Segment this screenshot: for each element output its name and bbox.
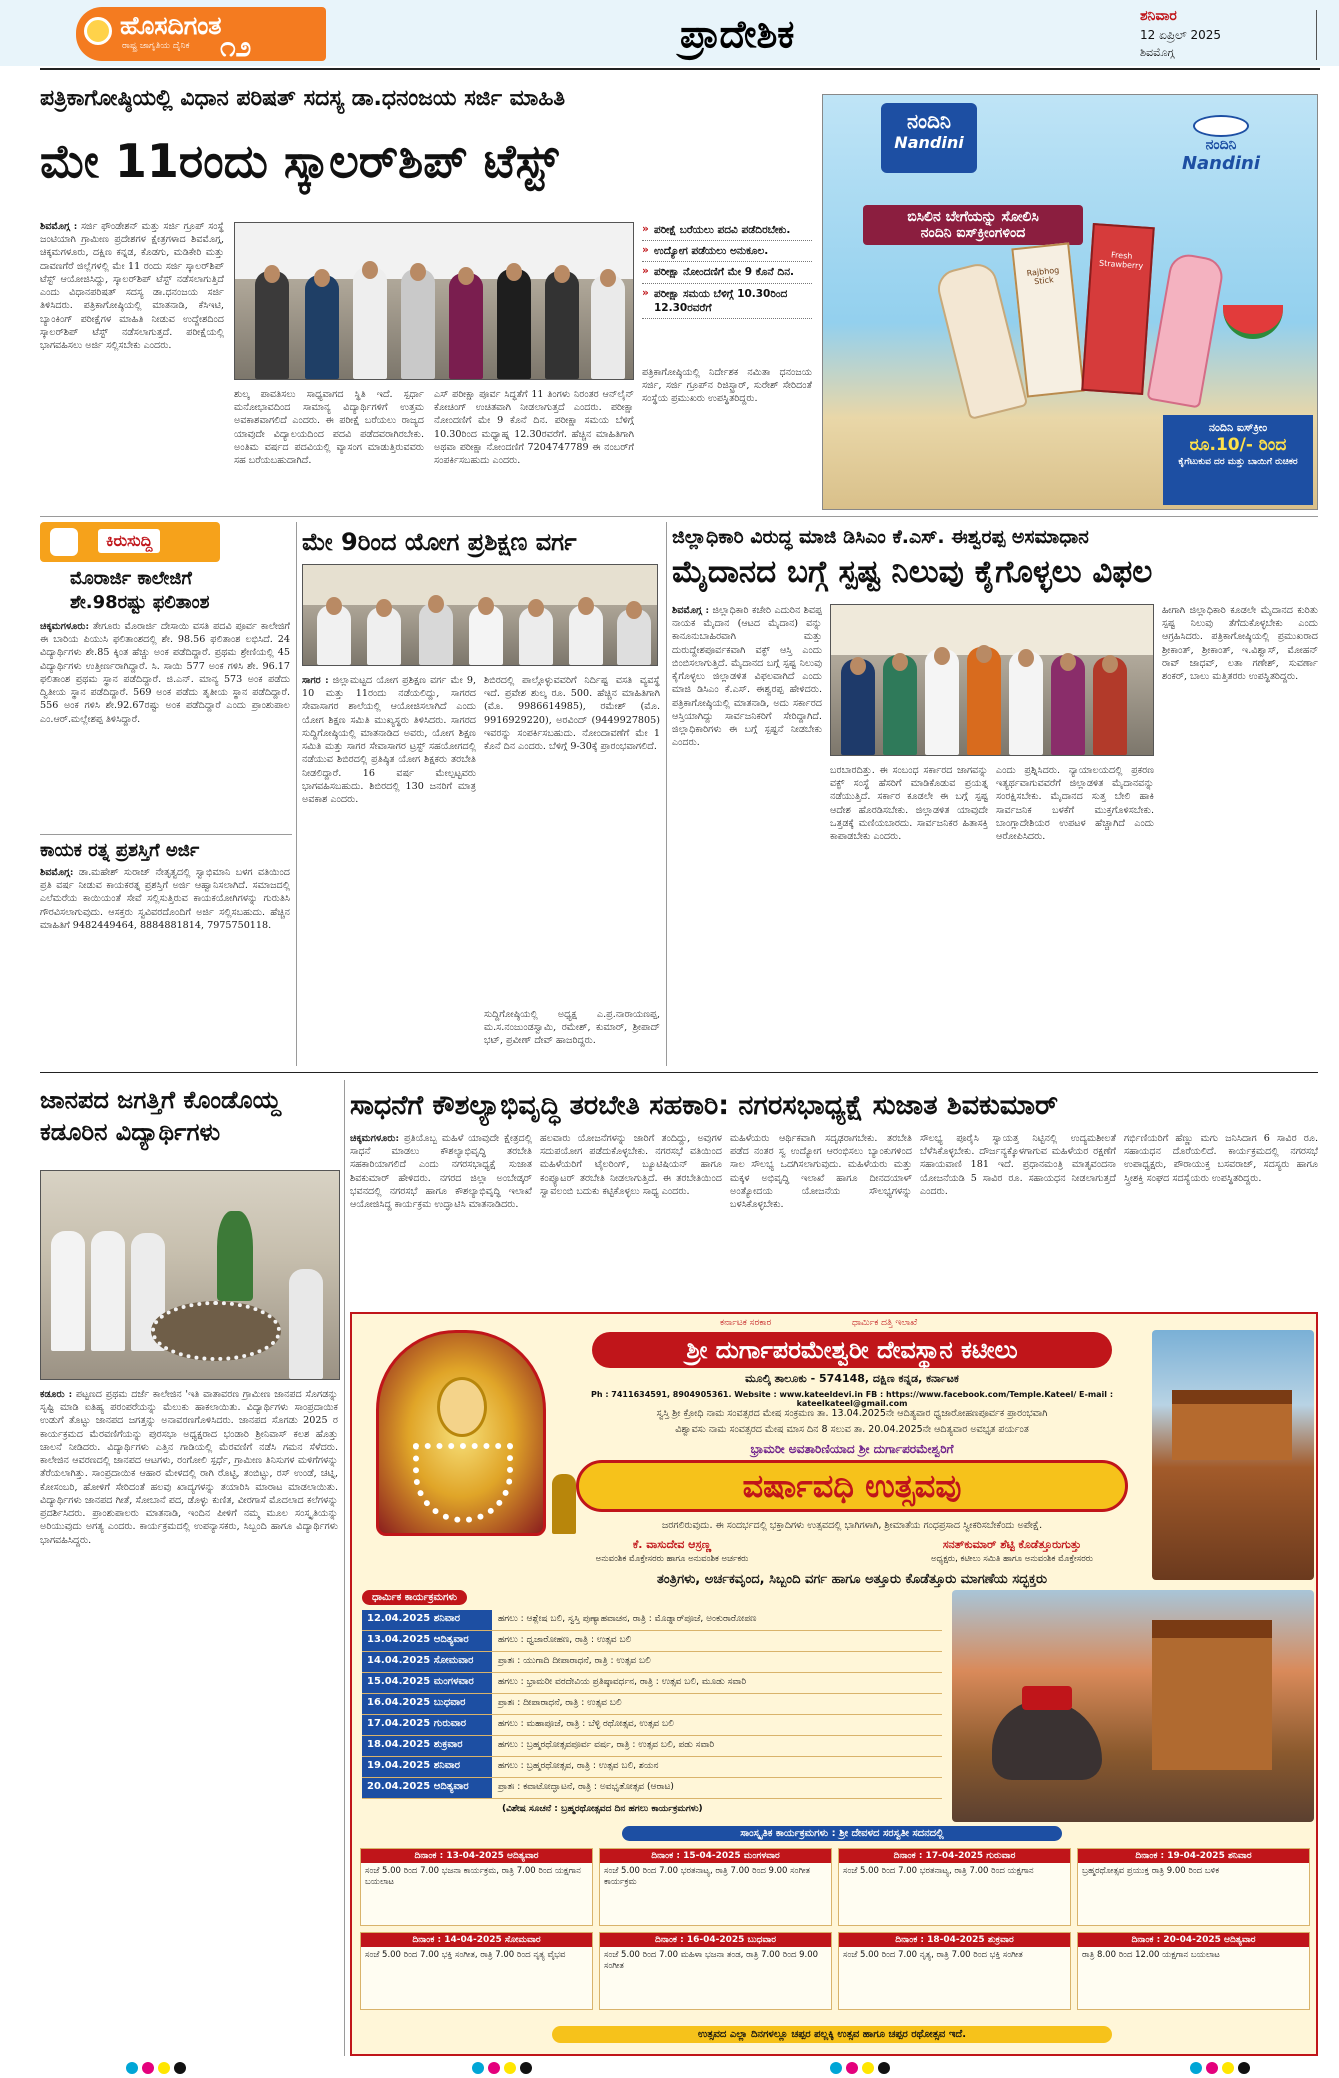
cultural-grid: [360, 1848, 1310, 2010]
registration-mark: [520, 2062, 532, 2074]
eshwarappa-photo: [830, 604, 1154, 756]
highlight-item: » ಪರೀಕ್ಷೆ ಬರೆಯಲು ಪದವಿ ಪಡೆದಿರಬೇಕು.: [642, 220, 812, 241]
lead-col-3: ಎಸ್ ಪರೀಕ್ಷಾ ಪೂರ್ವ ಸಿದ್ಧತೆಗೆ 11 ತಿಂಗಳು ನಿರಂತರ ಆನ್‌ಲೈನ್ ಕೋಚಿಂಗ್ ಉಚಿತವಾಗಿ ನೀಡಲಾಗುತ್ತದೆ ಎಂದರು. ಪರೀಕ್ಷಾ ನೋಂದಣಿಗೆ ಮೇ 9 ಕೊನೆ ದಿನ. ಪರೀಕ್ಷಾ ಸಮಯ ಬೆಳಿಗ್ಗೆ 10.30ರಿಂದ ಮಧ್ಯಾಹ್ನ 12.30ರವರೆಗೆ. ಹೆಚ್ಚಿನ ಮಾಹಿತಿಗಾಗಿ ಅಥವಾ ಪರೀಕ್ಷಾ ನೋಂದಣಿಗೆ 7204747789 ಈ ನಂಬರ್‌ಗೆ ಸಂಪರ್ಕಿಸಬಹುದು ಎಂದರು.: [434, 389, 634, 467]
temple-address: ಮೂಲ್ಕಿ ತಾಲೂಕು - 574148, ದಕ್ಷಿಣ ಕನ್ನಡ, ಕರ್ನಾಟಕ: [745, 1372, 959, 1385]
yoga-dateline: ಸಾಗರ :: [302, 675, 329, 686]
product-name-2: Fresh Strawberry: [1098, 250, 1144, 271]
product-name-1: Rajbhog Stick: [1026, 265, 1060, 287]
temple-contact: Ph : 7411634591, 8904905361. Website : www.kateeldevi.in FB : https://www.facebook.com/Temple.Kateel/ E-mail : kateelkateel@gmail.com: [590, 1390, 1114, 1408]
sun-icon: [84, 17, 112, 45]
cultural-day-title: ದಿನಾಂಕ : 20-04-2025 ಆದಿತ್ಯವಾರ: [1078, 1933, 1309, 1947]
temple-invite: ಜರಗಲಿರುವುದು. ಈ ಸಂದರ್ಭದಲ್ಲಿ ಭಕ್ತಾದಿಗಳು ಉತ್ಸವದಲ್ಲಿ ಭಾಗಿಗಳಾಗಿ, ಶ್ರೀಮಾತೆಯ ಗಂಧಪ್ರಸಾದ ಸ್ವೀಕರಿಸಬೇಕೆಂದು ಅಪೇಕ್ಷೆ.: [661, 1520, 1043, 1531]
temple-intro-1: ಸ್ವಸ್ತಿ ಶ್ರೀ ಕ್ರೋಧಿ ನಾಮ ಸಂವತ್ಸರದ ಮೇಷ ಸಂಕ್ರಮಣ ತಾ. 13.04.2025ನೇ ಆದಿತ್ಯವಾರ ಧ್ವಜಾರೋಹಣಪೂರ್ವಕ ಪ್ರಾರಂಭವಾಗಿ: [656, 1408, 1048, 1419]
registration-mark: [846, 2062, 858, 2074]
janapada-body: [40, 1388, 338, 2054]
schedule-date: 16.04.2025 ಬುಧವಾರ: [362, 1694, 492, 1714]
cultural-day-title: ದಿನಾಂಕ : 17-04-2025 ಗುರುವಾರ: [839, 1849, 1070, 1863]
ice-cream-box-1: [1011, 242, 1084, 397]
cultural-day-title: ದಿನಾಂಕ : 14-04-2025 ಸೋಮವಾರ: [361, 1933, 592, 1947]
nandini-cow-icon: [1193, 115, 1249, 137]
schedule-row: [362, 1673, 942, 1694]
cultural-day-title: ದಿನಾಂಕ : 13-04-2025 ಆದಿತ್ಯವಾರ: [361, 1849, 592, 1863]
janapada-photo: [40, 1170, 340, 1380]
skill-dateline: ಚಿಕ್ಕಮಗಳೂರು:: [350, 1133, 399, 1144]
rangoli-icon: [151, 1301, 281, 1361]
schedule-date: 17.04.2025 ಗುರುವಾರ: [362, 1715, 492, 1735]
nandini-brand-kn-2: ನಂದಿನಿ: [1205, 137, 1237, 153]
schedule-event: ಪ್ರಾತಃ : ದೀಪಾರಾಧನೆ, ರಾತ್ರಿ : ಉತ್ಸವ ಬಲಿ: [498, 1698, 622, 1708]
nandini-slogan-2: ನಂದಿನಿ ಐಸ್‌ಕ್ರೀಂಗಳಿಂದ: [920, 225, 1026, 241]
cultural-day-title: ದಿನಾಂಕ : 19-04-2025 ಶನಿವಾರ: [1078, 1849, 1309, 1863]
price-line-1: ನಂದಿನಿ ಐಸ್‌ಕ್ರೀಂ: [1208, 421, 1268, 434]
nandini-ad: [822, 94, 1318, 510]
schedule-event: ಹಗಲು : ಬ್ರಹ್ಮರಥೋತ್ಸವಪೂರ್ವ ವರ್ಷ, ರಾತ್ರಿ : ಉತ್ಸವ ಬಲಿ, ಪಡು ಸವಾರಿ: [498, 1740, 715, 1750]
schedule-row: [362, 1652, 942, 1673]
skill-col-1: [350, 1132, 532, 1304]
page-number: ೧೨: [220, 30, 252, 63]
registration-mark: [126, 2062, 138, 2074]
schedule-event: ಹಗಲು : ಆಶ್ಲೇಷ ಬಲಿ, ಸ್ವಸ್ತಿ ಪುಣ್ಯಾಹವಾಚನ, ರಾತ್ರಿ : ಮೊಡ್ನಾರ್‌ಪೂಜೆ, ಅಂಕುರಾರೋಪಣ: [498, 1614, 757, 1624]
highlight-item: » ಪರೀಕ್ಷಾ ಸಮಯ ಬೆಳಿಗ್ಗೆ 10.30ರಿಂದ 12.30ರವರೆಗೆ: [642, 284, 812, 319]
plantain-decor: [217, 1211, 253, 1301]
issue-city: ಶಿವಮೊಗ್ಗ: [1140, 46, 1175, 59]
paper-name: ಹೊಸದಿಗಂತ: [120, 11, 222, 40]
lead-highlights: [642, 220, 812, 319]
kirusuddi-label: ಕಿರುಸುದ್ದಿ: [98, 529, 160, 553]
registration-mark: [830, 2062, 842, 2074]
temple-staff-line: ತಂತ್ರಿಗಳು, ಅರ್ಚಕವೃಂದ, ಸಿಬ್ಬಂದಿ ವರ್ಗ ಹಾಗೂ ಅತ್ತೂರು ಕೊಡೆತ್ತೂರು ಮಾಗಣೆಯ ಸದ್ಭಕ್ತರು: [657, 1572, 1047, 1587]
cultural-day-card: [599, 1848, 832, 1926]
elephant-icon: [992, 1700, 1102, 1780]
schedule-event: ಪ್ರಾತಃ : ಕವಾಟೋದ್ಘಾಟನೆ, ರಾತ್ರಿ : ಅವಭೃತೋತ್ಸವ (ಆರಾಟ): [498, 1782, 674, 1792]
cultural-day-card: [838, 1932, 1071, 2010]
nandini-logo-left: [881, 103, 977, 173]
temple-title: ಶ್ರೀ ದುರ್ಗಾಪರಮೇಶ್ವರೀ ದೇವಸ್ಥಾನ ಕಟೀಲು: [592, 1332, 1112, 1368]
cultural-label: ಸಾಂಸ್ಕೃತಿಕ ಕಾರ್ಯಕ್ರಮಗಳು : ಶ್ರೀ ದೇವಳದ ಸರಸ್ವತೀ ಸದನದಲ್ಲಿ: [622, 1826, 1062, 1841]
trustee-2-role: ಅಧ್ಯಕ್ಷರು, ಕಟೀಲು ಸಮಿತಿ ಹಾಗೂ ಅನುವಂಶಿಕ ಮೊಕ್ತೇಸರರು: [931, 1554, 1093, 1564]
kiru-story1-head-2: ಶೇ.98ರಷ್ಟು ಫಲಿತಾಂಶ: [70, 592, 210, 613]
registration-mark: [504, 2062, 516, 2074]
schedule-event: ಪ್ರಾತಃ : ಯುಗಾದಿ ದೀಪಾರಾಧನೆ, ರಾತ್ರಿ : ಉತ್ಸವ ಬಲಿ: [498, 1656, 651, 1666]
nandini-price-badge: [1163, 415, 1313, 505]
schedule-row: [362, 1715, 942, 1736]
skill-col-4: ಸೌಲಭ್ಯ ಪೂರೈಸಿ ಸ್ವಾಯತ್ತ ನಿಟ್ಟಿನಲ್ಲಿ ಉದ್ಯಮಶೀಲತೆ ಬೆಳೆಸಿಕೊಳ್ಳಬೇಕು. ದೌರ್ಜನ್ಯಕ್ಕೊಳಗಾಗುವ ಮಹಿಳೆಯರ ರಕ್ಷಣೆಗೆ ಸಹಾಯವಾಣಿ 181 ಇದೆ. ಪ್ರಧಾನಮಂತ್ರಿ ಮಾತೃವಂದನಾ ಯೋಜನೆಯಡಿ 5 ಸಾವಿರ ರೂ. ಸಹಾಯಧನ ನೀಡಲಾಗುತ್ತದೆ ಎಂದರು.: [920, 1133, 1116, 1197]
janapada-dateline: ಕಡೂರು :: [40, 1389, 73, 1400]
lead-col-2: ಶುಲ್ಕ ಪಾವತಿಸಲು ಸಾಧ್ಯವಾಗದ ಸ್ಥಿತಿ ಇದೆ. ಸ್ಪರ್ಧಾ ಮನೋಭಾವದಿಂದ ಸಾಮಾನ್ಯ ವಿದ್ಯಾರ್ಥಿಗಳಿಗೆ ಉತ್ತಮ ಅವಕಾಶವಾಗಲಿದೆ ಎಂದರು. ಈ ಪರೀಕ್ಷೆ ಬರೆಯಲು ರಾಜ್ಯದ ಯಾವುದೇ ವಿದ್ಯಾಲಯದಿಂದ ಪದವಿ ಪಡೆದವರಾಗಿರಬೇಕು. ಅಂತಿಮ ವರ್ಷದ ಪದವಿಯಲ್ಲಿ ವ್ಯಾಸಂಗ ಮಾಡುತ್ತಿರುವವರು ಸಹ ಬರೆಯಬಹುದಾಗಿದೆ.: [234, 389, 424, 467]
schedule-event: ಹಗಲು : ಭ್ರಾಮರೀ ವರದೇವಿಯ ಪ್ರತಿಷ್ಠಾವರ್ಧನ, ರಾತ್ರಿ : ಉತ್ಸವ ಬಲಿ, ಮೂಡು ಸವಾರಿ: [498, 1677, 747, 1687]
registration-mark: [158, 2062, 170, 2074]
skill-headline: ಸಾಧನೆಗೆ ಕೌಶಲ್ಯಾಭಿವೃದ್ಧಿ ತರಬೇತಿ ಸಹಕಾರಿ: ನಗರಸಭಾಧ್ಯಕ್ಷೆ ಸುಜಾತ ಶಿವಕುಮಾರ್: [350, 1090, 1059, 1121]
schedule-event: ಹಗಲು : ಮಹಾಪೂಜೆ, ರಾತ್ರಿ : ಬೆಳ್ಳಿ ರಥೋತ್ಸವ, ಉತ್ಸವ ಬಲಿ: [498, 1719, 674, 1729]
schedule-date: 13.04.2025 ಆದಿತ್ಯವಾರ: [362, 1631, 492, 1651]
kiru-story2-text: ಡಾ.ಮಹೇಶ್ ಸುರಾಜ್ ನೇತೃತ್ವದಲ್ಲಿ ಸ್ವಾಭಿಮಾನಿ ಬಳಗ ವತಿಯಿಂದ ಪ್ರತಿ ವರ್ಷ ನೀಡುವ ಕಾಯಕರತ್ನ ಪ್ರಶಸ್ತಿಗೆ ಅರ್ಜಿ ಆಹ್ವಾನಿಸಲಾಗಿದೆ. ಸಮಾಜದಲ್ಲಿ ಎಲೆಮರೆಯ ಕಾಯಿಯಂತೆ ಸೇವೆ ಸಲ್ಲಿಸುತ್ತಿರುವ ಕಾಯಕಯೋಗಿಗಳನ್ನು ಗುರುತಿಸಿ ಗೌರವಿಸಲಾಗುವುದು. ಆಸಕ್ತರು ಸ್ವವಿವರದೊಂದಿಗೆ ಅರ್ಜಿ ಸಲ್ಲಿಸಬಹುದು. ಹೆಚ್ಚಿನ ಮಾಹಿತಿಗೆ 9482449464, 8884881814, 7975750118.: [40, 867, 290, 931]
schedule-date: 18.04.2025 ಶುಕ್ರವಾರ: [362, 1736, 492, 1756]
cultural-day-text: ಬ್ರಹ್ಮರಥೋತ್ಸವ ಪ್ರಯುಕ್ತ ರಾತ್ರಿ 9.00 ರಿಂದ ಬಳಿಕ: [1082, 1866, 1220, 1876]
registration-mark: [174, 2062, 186, 2074]
lamp-icon: [552, 1474, 576, 1534]
cultural-day-card: [1077, 1848, 1310, 1926]
registration-mark: [488, 2062, 500, 2074]
janapada-headline-1: ಜಾನಪದ ಜಗತ್ತಿಗೆ ಕೊಂಡೊಯ್ದ: [40, 1086, 281, 1114]
schedule-date: 12.04.2025 ಶನಿವಾರ: [362, 1610, 492, 1630]
kiru-story2-body: [40, 866, 290, 1062]
janapada-text: ಪಟ್ಟಣದ ಪ್ರಥಮ ದರ್ಜೆ ಕಾಲೇಜಿನ 'ಇತಿ ವಾತಾವರಣ ಗ್ರಾಮೀಣ ಜಾನಪದ ಸೊಗಡನ್ನು ಸೃಷ್ಟಿ ಮಾಡಿ ಐತಿಹ್ಯ ಪರಂಪರೆಯನ್ನು ಮೆಲುಕು ಹಾಕಲಾಯಿತು. ವಿದ್ಯಾರ್ಥಿಗಳು ಸಾಂಪ್ರದಾಯಿಕ ಉಡುಗೆ ತೊಟ್ಟು ಜಾನಪದ ಜಗತ್ತನ್ನು ಅನಾವರಣಗೊಳಿಸಿದರು. ಜಾನಪದ ಸೊಗಡು 2025 ರ ಕಾರ್ಯಕ್ರಮದ ಮೆರವಣಿಗೆಯನ್ನು ಪುರಸಭಾ ಅಧ್ಯಕ್ಷರಾದ ಭಂಡಾರಿ ಶ್ರೀನಿವಾಸ್ ಕಲಶ ಹೊತ್ತು ಚಾಲನೆ ನೀಡಿದರು. ವಿದ್ಯಾರ್ಥಿಗಳು ಎತ್ತಿನ ಗಾಡಿಯಲ್ಲಿ ಮೆರವಣಿಗೆ ನಡೆಸಿ ಗಮನ ಸೆಳೆದರು. ಕಾಲೇಜಿನ ಆವರಣದಲ್ಲಿ ಜಾನಪದ ಆಟಗಳು, ರಂಗೋಲಿ ಸ್ಪರ್ಧೆ, ಗ್ರಾಮೀಣ ತಿನಿಸುಗಳ ಮಳಿಗೆಗಳನ್ನು ತೆರೆಯಲಾಗಿತ್ತು. ಸಾಂಪ್ರದಾಯಿಕ ಆಹಾರ ಮೇಳದಲ್ಲಿ ರಾಗಿ ರೊಟ್ಟಿ, ತಂಬಿಟ್ಟು, ರಸ್ ಉಂಡೆ, ಚಟ್ನಿ, ಕೋಸಂಬರಿ, ಹೋಳಿಗೆ ಸೇರಿದಂತೆ ಹಲವು ಖಾದ್ಯಗಳನ್ನು ತಯಾರಿಸಿ ಮಾರಾಟ ಮಾಡಲಾಯಿತು. ವಿದ್ಯಾರ್ಥಿಗಳು ಜಾನಪದ ಗೀತೆ, ಸೋಬಾನೆ ಪದ, ಡೊಳ್ಳು ಕುಣಿತ, ವೀರಗಾಸೆ ಮೊದಲಾದ ಕಲೆಗಳನ್ನು ಪ್ರದರ್ಶಿಸಿದರು. ಪ್ರಾಂಶುಪಾಲರು ಮಾತನಾಡಿ, ಇಂದಿನ ಪೀಳಿಗೆ ನಮ್ಮ ಮೂಲ ಸಂಸ್ಕೃತಿಯನ್ನು ಅರಿಯುವುದು ಅಗತ್ಯ ಎಂದರು. ಕಾರ್ಯಕ್ರಮದಲ್ಲಿ ಉಪನ್ಯಾಸಕರು, ಸಿಬ್ಬಂದಿ ಹಾಗೂ ವಿದ್ಯಾರ್ಥಿಗಳು ಭಾಗವಹಿಸಿದ್ದರು.: [40, 1389, 338, 1546]
ice-cream-2: [1146, 251, 1225, 408]
eshwarappa-col-1: [672, 604, 822, 1064]
nandini-brand-en: Nandini: [894, 133, 964, 152]
festival-banner-text: ವರ್ಷಾವಧಿ ಉತ್ಸವವು: [742, 1467, 962, 1505]
registration-mark: [1222, 2062, 1234, 2074]
cultural-day-text: ಸಂಜೆ 5.00 ರಿಂದ 7.00 ಭರತನಾಟ್ಯ, ರಾತ್ರಿ 7.00 ರಿಂದ ಯಕ್ಷಗಾನ: [843, 1866, 1034, 1876]
watermelon-icon: [1223, 305, 1283, 339]
cultural-day-text: ಸಂಜೆ 5.00 ರಿಂದ 7.00 ನೃತ್ಯ, ರಾತ್ರಿ 7.00 ರಿಂದ ಭಕ್ತಿ ಸಂಗೀತ: [843, 1950, 1023, 1960]
yoga-col-1-text: ಜಿಲ್ಲಾಮಟ್ಟದ ಯೋಗ ಪ್ರಶಿಕ್ಷಣ ವರ್ಗ ಮೇ 9, 10 ಮತ್ತು 11ರಂದು ನಡೆಯಲಿದ್ದು, ಸಾಗರದ ಸೇವಾಸಾಗರ ಶಾಲೆಯಲ್ಲಿ ಆಯೋಜಿಸಲಾಗಿದೆ ಎಂದು ಯೋಗ ಶಿಕ್ಷಣ ಸಮಿತಿ ಮುಖ್ಯಸ್ಥರು ತಿಳಿಸಿದರು. ಸಾಗರದ ಸುದ್ದಿಗೋಷ್ಠಿಯಲ್ಲಿ ಮಾತನಾಡಿದ ಅವರು, ಯೋಗ ಶಿಕ್ಷಣ ಸಮಿತಿ ಮತ್ತು ಸಾಗರ ಸೇವಾಸಾಗರ ಟ್ರಸ್ಟ್ ಸಹಯೋಗದಲ್ಲಿ ನಡೆಯುವ ಶಿಬಿರದಲ್ಲಿ ಪ್ರತಿಷ್ಠಿತ ಯೋಗ ಶಿಕ್ಷಕರು ತರಬೇತಿ ನೀಡಲಿದ್ದಾರೆ. 16 ವರ್ಷ ಮೇಲ್ಪಟ್ಟವರು ಭಾಗವಹಿಸಬಹುದು. ಶಿಬಿರದಲ್ಲಿ 130 ಜನರಿಗೆ ಮಾತ್ರ ಅವಕಾಶ ಎಂದರು.: [302, 675, 476, 806]
kiru-story1-body: [40, 620, 290, 830]
highlight-item: » ಉದ್ಯೋಗ ಪಡೆಯಲು ಅನುಕೂಲ.: [642, 241, 812, 262]
schedule-date: 15.04.2025 ಮಂಗಳವಾರ: [362, 1673, 492, 1693]
eshwarappa-kicker: ಜಿಲ್ಲಾಧಿಕಾರಿ ವಿರುದ್ಧ ಮಾಜಿ ಡಿಸಿಎಂ ಕೆ.ಎಸ್. ಈಶ್ವರಪ್ಪ ಅಸಮಾಧಾನ: [672, 526, 1089, 548]
registration-mark: [142, 2062, 154, 2074]
eshwarappa-dateline: ಶಿವಮೊಗ್ಗ :: [672, 605, 710, 616]
nandini-brand-kn: ನಂದಿನಿ: [906, 109, 952, 133]
nandini-slogan: [863, 205, 1083, 245]
issue-day: ಶನಿವಾರ: [1140, 8, 1177, 24]
trustee-2-name: ಸನತ್‌ಕುಮಾರ್ ಶೆಟ್ಟಿ ಕೊಡೆತ್ತೂರುಗುತ್ತು: [942, 1538, 1082, 1551]
temple-intro-2: ವಿಶ್ವಾವಸು ನಾಮ ಸಂವತ್ಸರದ ಮೇಷ ಮಾಸ ದಿನ 8 ಸಲುವ ತಾ. 20.04.2025ನೇ ಆದಿತ್ಯವಾರ ಅವಭೃತ ಪರ್ಯಂತ: [675, 1424, 1029, 1435]
eshwarappa-col-4: ಹೀಗಾಗಿ ಜಿಲ್ಲಾಧಿಕಾರಿ ಕೂಡಲೇ ಮೈದಾನದ ಕುರಿತು ಸ್ಪಷ್ಟ ನಿಲುವು ತೆಗೆದುಕೊಳ್ಳಬೇಕು ಎಂದು ಆಗ್ರಹಿಸಿದರು. ಪತ್ರಿಕಾಗೋಷ್ಠಿಯಲ್ಲಿ ಪ್ರಮುಖರಾದ ಶ್ರೀಕಾಂತ್, ಶ್ರೀಕಾಂತ್, ಇ.ವಿಶ್ವಾಸ್, ಮೋಹನ್ ರಾವ್ ಜಾಧವ್, ಲತಾ ಗಣೇಶ್, ಸುವರ್ಣಾ ಶಂಕರ್, ಬಾಲು ಮತ್ತಿತರರು ಉಪಸ್ಥಿತರಿದ್ದರು.: [1162, 605, 1318, 683]
cultural-day-text: ಸಂಜೆ 5.00 ರಿಂದ 7.00 ಭರತನಾಟ್ಯ, ರಾತ್ರಿ 7.00 ರಿಂದ 9.00 ಸಂಗೀತ ಕಾರ್ಯಕ್ರಮ: [604, 1866, 811, 1888]
cultural-day-card: [360, 1932, 593, 2010]
registration-mark: [1238, 2062, 1250, 2074]
schedule-date: 19.04.2025 ಶನಿವಾರ: [362, 1757, 492, 1777]
cultural-day-card: [1077, 1932, 1310, 2010]
ice-cream-box-2: [1081, 223, 1155, 395]
schedule-event: ಹಗಲು : ಬ್ರಹ್ಮರಥೋತ್ಸವ, ರಾತ್ರಿ : ಉತ್ಸವ ಬಲಿ, ಶಯನ: [498, 1761, 659, 1771]
kirusuddi-tag: [40, 522, 220, 562]
program-label: ಧಾರ್ಮಿಕ ಕಾರ್ಯಕ್ರಮಗಳು: [362, 1590, 467, 1605]
lead-col-1: [40, 220, 224, 510]
kiru-story1-text: ತೇಗೂರು ಮೊರಾರ್ಜಿ ದೇಸಾಯಿ ವಸತಿ ಪದವಿ ಪೂರ್ವ ಕಾಲೇಜಿಗೆ ಈ ಬಾರಿಯ ಪಿಯುಸಿ ಫಲಿತಾಂಶದಲ್ಲಿ ಶೇ. 98.56 ಫಲಿತಾಂಶ ಲಭಿಸಿದೆ. 24 ವಿದ್ಯಾರ್ಥಿಗಳು ಶೇ.85 ಕ್ಕಿಂತ ಹೆಚ್ಚು ಅಂಕ ಪಡೆದಿದ್ದಾರೆ. ಪ್ರಥಮ ಶ್ರೇಣಿಯಲ್ಲಿ 45 ವಿದ್ಯಾರ್ಥಿಗಳು ಉತ್ತೀರ್ಣರಾಗಿದ್ದಾರೆ. ಸಿ. ಸಾಯಿ 577 ಅಂಕ ಗಳಿಸಿ ಶೇ. 96.17 ಫಲಿತಾಂಶ ಪ್ರಥಮ ಸ್ಥಾನ ಪಡೆದಿದ್ದಾರೆ. ಜಿ.ಎನ್. ಮಾನ್ಯ 573 ಅಂಕ ಪಡೆದು ದ್ವಿತೀಯ ಸ್ಥಾನ ಪಡೆದಿದ್ದಾರೆ. 569 ಅಂಕ ಪಡೆದು ತೃತೀಯ ಸ್ಥಾನ ಪಡೆದಿದ್ದಾರೆ. 556 ಅಂಕ ಗಳಿಸಿ ಶೇ.92.67ರಷ್ಟು ಅಂಕ ಪಡೆದಿದ್ದಾರೆ ಎಂದು ಪ್ರಾಂಶುಪಾಲ ಎಂ.ಆರ್.ಮಲ್ಲೇಶಪ್ಪ ತಿಳಿಸಿದ್ದಾರೆ.: [40, 621, 290, 725]
trustee-1-name: ಕೆ. ವಾಸುದೇವ ಆಸ್ರಣ್ಣ: [632, 1538, 712, 1551]
cultural-day-text: ಸಂಜೆ 5.00 ರಿಂದ 7.00 ಮಹಿಳಾ ಭಜನಾ ತಂಡ, ರಾತ್ರಿ 7.00 ರಿಂದ 9.00 ಸಂಗೀತ: [604, 1950, 819, 1972]
temple-photo: [1152, 1330, 1314, 1580]
festival-banner: [576, 1460, 1128, 1512]
kiru-story2-dateline: ಶಿವಮೊಗ್ಗ:: [40, 867, 74, 878]
schedule-row: [362, 1736, 942, 1757]
cultural-day-text: ಸಂಜೆ 5.00 ರಿಂದ 7.00 ಭಜನಾ ಕಾರ್ಯಕ್ರಮ, ರಾತ್ರಿ 7.00 ರಿಂದ ಯಕ್ಷಗಾನ ಬಯಲಾಟ: [365, 1866, 581, 1888]
schedule-event: ಹಗಲು : ಧ್ವಜಾರೋಹಣ, ರಾತ್ರಿ : ಉತ್ಸವ ಬಲಿ: [498, 1635, 632, 1645]
schedule-row: [362, 1694, 942, 1715]
deity-face-icon: [437, 1377, 487, 1437]
skill-col-5: ಗರ್ಭಿಣಿಯರಿಗೆ ಹೆಣ್ಣು ಮಗು ಜನಿಸಿದಾಗ 6 ಸಾವಿರ ರೂ. ಸಹಾಯಧನ ದೊರೆಯಲಿದೆ. ಕಾರ್ಯಕ್ರಮದಲ್ಲಿ ನಗರಸಭೆ ಉಪಾಧ್ಯಕ್ಷರು, ಪೌರಾಯುಕ್ತ ಬಸವರಾಜ್, ಸದಸ್ಯರು ಹಾಗೂ ಸ್ತ್ರೀಶಕ್ತಿ ಸಂಘದ ಸದಸ್ಯೆಯರು ಉಪಸ್ಥಿತರಿದ್ದರು.: [1124, 1133, 1318, 1184]
yoga-col-2: ಶಿಬಿರದಲ್ಲಿ ಪಾಲ್ಗೊಳ್ಳುವವರಿಗೆ ನಿರ್ದಿಷ್ಟ ವಸತಿ ವ್ಯವಸ್ಥೆ ಇದೆ. ಪ್ರವೇಶ ಶುಲ್ಕ ರೂ. 500. ಹೆಚ್ಚಿನ ಮಾಹಿತಿಗಾಗಿ (ಮೊ. 9986614985), ರಮೇಶ್ (ಮೊ. 9916929220), ಅರವಿಂದ್ (9449927805) ಇವರನ್ನು ಸಂಪರ್ಕಿಸಬಹುದು. ನೋಂದಾವಣೆಗೆ ಮೇ 1 ಕೊನೆ ದಿನ ಎಂದರು. ಬೆಳಿಗ್ಗೆ 9-30ಕ್ಕೆ ಪ್ರಾರಂಭವಾಗಲಿದೆ.: [484, 675, 660, 753]
deity-image: [376, 1330, 546, 1536]
yoga-photo: [302, 564, 658, 666]
nandini-slogan-1: ಬಿಸಿಲಿನ ಬೇಗೆಯನ್ನು ಸೋಲಿಸಿ: [907, 209, 1039, 225]
masthead: [0, 0, 1339, 66]
cultural-day-card: [599, 1932, 832, 2010]
cultural-day-title: ದಿನಾಂಕ : 15-04-2025 ಮಂಗಳವಾರ: [600, 1849, 831, 1863]
lead-dateline: ಶಿವಮೊಗ್ಗ :: [40, 221, 78, 232]
registration-mark: [862, 2062, 874, 2074]
kiru-story2-head: ಕಾಯಕ ರತ್ನ ಪ್ರಶಸ್ತಿಗೆ ಅರ್ಜಿ: [40, 840, 200, 861]
schedule-row: [362, 1610, 942, 1631]
lead-photo: [234, 222, 634, 380]
lead-headline: ಮೇ 11ರಂದು ಸ್ಕಾಲರ್‌ಶಿಪ್ ಟೆಸ್ಟ್: [40, 134, 559, 188]
schedule-row: [362, 1631, 942, 1652]
cultural-day-title: ದಿನಾಂಕ : 16-04-2025 ಬುಧವಾರ: [600, 1933, 831, 1947]
registration-mark: [1190, 2062, 1202, 2074]
paper-logo: [76, 7, 326, 61]
nandini-brand-en-2: Nandini: [1181, 153, 1261, 174]
cultural-day-card: [838, 1848, 1071, 1926]
eshwarappa-col-2: ಬರಬಾರದಿತ್ತು. ಈ ಸಂಬಂಧ ಸರ್ಕಾರದ ಜಾಗವನ್ನು ವಕ್ಫ್ ಸಂಸ್ಥೆ ಹೆಸರಿಗೆ ಮಾಡಿಕೊಡುವ ಪ್ರಯತ್ನ ನಡೆಯುತ್ತಿದೆ. ಸರ್ಕಾರ ಕೂಡಲೇ ಈ ಬಗ್ಗೆ ಸ್ಪಷ್ಟ ಆದೇಶ ಹೊರಡಿಸಬೇಕು. ಜಿಲ್ಲಾಡಳಿತ ಯಾವುದೇ ಒತ್ತಡಕ್ಕೆ ಮಣಿಯಬಾರದು. ಸಾರ್ವಜನಿಕರ ಹಿತಾಸಕ್ತಿ ಕಾಪಾಡಬೇಕು ಎಂದರು.: [830, 765, 988, 843]
price-line-2: ರೂ.10/- ರಿಂದ: [1189, 435, 1287, 455]
skill-col-2: ಹಲವಾರು ಯೋಜನೆಗಳನ್ನು ಜಾರಿಗೆ ತಂದಿದ್ದು, ಅವುಗಳ ಸದುಪಯೋಗ ಪಡೆದುಕೊಳ್ಳಬೇಕು. ನಗರಸಭೆ ವತಿಯಿಂದ ಮಹಿಳೆಯರಿಗೆ ಟೈಲರಿಂಗ್, ಬ್ಯೂಟಿಷಿಯನ್ ಹಾಗೂ ಕಂಪ್ಯೂಟರ್ ತರಬೇತಿ ನೀಡಲಾಗುತ್ತಿದೆ. ಈ ತರಬೇತಿಯಿಂದ ಸ್ವಾವಲಂಬಿ ಬದುಕು ಕಟ್ಟಿಕೊಳ್ಳಲು ಸಾಧ್ಯ ಎಂದರು.: [540, 1133, 722, 1197]
schedule-footnote: (ವಿಶೇಷ ಸೂಚನೆ : ಬ್ರಹ್ಮರಥೋತ್ಸವದ ದಿನ ಹಗಲು ಕಾರ್ಯಕ್ರಮಗಳು): [502, 1804, 703, 1814]
kiru-story1-head-1: ಮೊರಾರ್ಜಿ ಕಾಲೇಜಿಗೆ: [70, 568, 192, 589]
yoga-headline: ಮೇ 9ರಿಂದ ಯೋಗ ಪ್ರಶಿಕ್ಷಣ ವರ್ಗ: [302, 528, 577, 556]
masthead-divider: [1316, 10, 1317, 60]
temple-ad-top-left: ಕರ್ನಾಟಕ ಸರಕಾರ: [720, 1318, 772, 1328]
temple-ad: [350, 1312, 1318, 2056]
yoga-col-1: [302, 674, 476, 1064]
procession-photo: [952, 1590, 1314, 1822]
kiru-story1-dateline: ಚಿಕ್ಕಮಗಳೂರು:: [40, 621, 89, 632]
lead-kicker: ಪತ್ರಿಕಾಗೋಷ್ಠಿಯಲ್ಲಿ ವಿಧಾನ ಪರಿಷತ್ ಸದಸ್ಯ ಡಾ.ಧನಂಜಯ ಸರ್ಜಿ ಮಾಹಿತಿ: [40, 86, 566, 111]
schedule-row: [362, 1778, 942, 1799]
highlight-item: » ಪರೀಕ್ಷಾ ನೋಂದಣಿಗೆ ಮೇ 9 ಕೊನೆ ದಿನ.: [642, 262, 812, 283]
schedule-date: 20.04.2025 ಆದಿತ್ಯವಾರ: [362, 1778, 492, 1798]
schedule-table: [362, 1610, 942, 1799]
registration-mark: [878, 2062, 890, 2074]
garland-icon: [413, 1443, 513, 1523]
skill-col-1-text: ಪ್ರತಿಯೊಬ್ಬ ಮಹಿಳೆ ಯಾವುದೇ ಕ್ಷೇತ್ರದಲ್ಲಿ ಸಾಧನೆ ಮಾಡಲು ಕೌಶಲ್ಯಾಭಿವೃದ್ಧಿ ತರಬೇತಿ ಸಹಕಾರಿಯಾಗಲಿದೆ ಎಂದು ನಗರಸಭಾಧ್ಯಕ್ಷೆ ಸುಜಾತ ಶಿವಕುಮಾರ್ ಹೇಳಿದರು. ನಗರದ ಜಿಲ್ಲಾ ಅಂಬೇಡ್ಕರ್ ಭವನದಲ್ಲಿ ನಗರಸಭೆ ಹಾಗೂ ಕೌಶಲ್ಯಾಭಿವೃದ್ಧಿ ಇಲಾಖೆ ಆಯೋಜಿಸಿದ್ದ ಕಾರ್ಯಕ್ರಮ ಉದ್ಘಾಟಿಸಿ ಮಾತನಾಡಿದರು.: [350, 1133, 532, 1211]
janapada-headline-2: ಕಡೂರಿನ ವಿದ್ಯಾರ್ಥಿಗಳು: [40, 1118, 221, 1146]
paper-tagline: ರಾಷ್ಟ್ರ ಜಾಗೃತಿಯ ದೈನಿಕ: [122, 41, 190, 51]
skill-col-3: ಮಹಿಳೆಯರು ಆರ್ಥಿಕವಾಗಿ ಸದೃಢರಾಗಬೇಕು. ತರಬೇತಿ ಪಡೆದ ನಂತರ ಸ್ವ ಉದ್ಯೋಗ ಆರಂಭಿಸಲು ಬ್ಯಾಂಕುಗಳಿಂದ ಸಾಲ ಸೌಲಭ್ಯ ಒದಗಿಸಲಾಗುವುದು. ಮಹಿಳೆಯರು ಮತ್ತು ಮಕ್ಕಳ ಅಭಿವೃದ್ಧಿ ಇಲಾಖೆ ಹಾಗೂ ದೀನದಯಾಳ್ ಅಂತ್ಯೋದಯ ಯೋಜನೆಯ ಸೌಲಭ್ಯಗಳನ್ನು ಬಳಸಿಕೊಳ್ಳಬೇಕು.: [730, 1133, 912, 1211]
registration-mark: [1206, 2062, 1218, 2074]
temple-bottom-note: ಉತ್ಸವದ ಎಲ್ಲಾ ದಿನಗಳಲ್ಲೂ ಚಪ್ಪರ ಪಲ್ಲಕ್ಕಿ ಉತ್ಸವ ಹಾಗೂ ಚಪ್ಪರ ರಥೋತ್ಸವ ಇದೆ.: [552, 2026, 1112, 2043]
trustee-1-role: ಅನುವಂಶಿಕ ಮೊಕ್ತೇಸರರು ಹಾಗೂ ಅನುವಂಶಿಕ ಅರ್ಚಕರು: [595, 1554, 749, 1564]
schedule-row: [362, 1757, 942, 1778]
cultural-day-text: ರಾತ್ರಿ 8.00 ರಿಂದ 12.00 ಯಕ್ಷಗಾನ ಬಯಲಾಟ: [1082, 1950, 1220, 1960]
price-line-3: ಕೈಗೆಟುಕುವ ದರ ಮತ್ತು ಬಾಯಿಗೆ ರುಚಿಕರ: [1178, 457, 1298, 467]
registration-mark: [472, 2062, 484, 2074]
eshwarappa-col-3: ಎಂದು ಪ್ರಶ್ನಿಸಿದರು. ನ್ಯಾಯಾಲಯದಲ್ಲಿ ಪ್ರಕರಣ ಇತ್ಯರ್ಥವಾಗುವವರೆಗೆ ಜಿಲ್ಲಾಡಳಿತ ಮೈದಾನವನ್ನು ಸಂರಕ್ಷಿಸಬೇಕು. ಮೈದಾನದ ಸುತ್ತ ಬೇಲಿ ಹಾಕಿ ಸಾರ್ವಜನಿಕ ಬಳಕೆಗೆ ಮುಕ್ತಗೊಳಿಸಬೇಕು. ಬಾಂಗ್ಲಾದೇಶಿಯರ ಉಪಟಳ ಹೆಚ್ಚಾಗಿದೆ ಎಂದು ಆರೋಪಿಸಿದರು.: [996, 765, 1154, 843]
temple-ad-top-right: ಧಾರ್ಮಿಕ ದತ್ತಿ ಇಲಾಖೆ: [852, 1318, 918, 1328]
lead-col-1-text: ಸರ್ಜಿ ಫೌಂಡೇಶನ್ ಮತ್ತು ಸರ್ಜಿ ಗ್ರೂಪ್ ಸಂಸ್ಥೆ ಜಂಟಿಯಾಗಿ ಗ್ರಾಮೀಣ ಪ್ರದೇಶಗಳ ಕ್ಷೇತ್ರಗಳಾದ ಶಿವಮೊಗ್ಗ, ಚಿಕ್ಕಮಗಳೂರು, ದಕ್ಷಿಣ ಕನ್ನಡ, ಕೊಡಗು, ಮಡಿಕೇರಿ ಮತ್ತು ದಾವಣಗೆರೆ ಜಿಲ್ಲೆಗಳಲ್ಲಿ ಮೇ 11 ರಂದು ಸರ್ಜಿ ಸ್ಕಾಲರ್‌ಶಿಪ್ ಟೆಸ್ಟ್ ಆಯೋಜಿಸಿದ್ದು, ಸ್ಕಾಲರ್‌ಶಿಪ್ ಟೆಸ್ಟ್ ನಡೆಸಲಾಗುತ್ತಿದೆ ಎಂದು ವಿಧಾನಪರಿಷತ್ ಸದಸ್ಯ ಡಾ.ಧನಂಜಯ ಸರ್ಜಿ ತಿಳಿಸಿದರು. ಪತ್ರಿಕಾಗೋಷ್ಠಿಯಲ್ಲಿ ಮಾತನಾಡಿ, ಕೆಸಿಇಟಿ, ಬ್ಯಾಂಕಿಂಗ್ ಪರೀಕ್ಷೆಗಳ ಮಾಹಿತಿ ನೀಡುವ ಉದ್ದೇಶದಿಂದ ಸ್ಕಾಲರ್‌ಶಿಪ್ ಟೆಸ್ಟ್ ನಡೆಸಲಾಗುತ್ತದೆ. ಪರೀಕ್ಷೆಯಲ್ಲಿ ಭಾಗವಹಿಸಲು ಅರ್ಜಿ ಸಲ್ಲಿಸಬೇಕು ಎಂದರು.: [40, 221, 224, 352]
eshwarappa-headline: ಮೈದಾನದ ಬಗ್ಗೆ ಸ್ಪಷ್ಟ ನಿಲುವು ಕೈಗೊಳ್ಳಲು ವಿಫಲ: [672, 554, 1153, 590]
cultural-day-title: ದಿನಾಂಕ : 18-04-2025 ಶುಕ್ರವಾರ: [839, 1933, 1070, 1947]
nandini-logo-right: [1161, 115, 1281, 175]
eshwarappa-col-1-text: ಜಿಲ್ಲಾಧಿಕಾರಿ ಕಚೇರಿ ಎದುರಿನ ಶಿವಪ್ಪ ನಾಯಕ ಮೈದಾನ (ಆಟದ ಮೈದಾನ) ವನ್ನು ಕಾನೂನುಬಾಹಿರವಾಗಿ ಮತ್ತು ದುರುದ್ದೇಶಪೂರ್ವಕವಾಗಿ ವಕ್ಫ್ ಆಸ್ತಿ ಎಂದು ಬಿಂಬಿಸಲಾಗುತ್ತಿದೆ. ಮೈದಾನದ ಬಗ್ಗೆ ಸ್ಪಷ್ಟ ನಿಲುವು ಕೈಗೊಳ್ಳಲು ಜಿಲ್ಲಾಡಳಿತ ವಿಫಲವಾಗಿದೆ ಎಂದು ಮಾಜಿ ಡಿಸಿಎಂ ಕೆ.ಎಸ್. ಈಶ್ವರಪ್ಪ ಹೇಳಿದರು. ಪತ್ರಿಕಾಗೋಷ್ಠಿಯಲ್ಲಿ ಮಾತನಾಡಿ, ಅದು ಸರ್ಕಾರದ ಆಸ್ತಿಯಾಗಿದ್ದು ಸಾರ್ವಜನಿಕರಿಗೆ ಸೇರಿದ್ದಾಗಿದೆ. ಜಿಲ್ಲಾಧಿಕಾರಿಗಳು ಈ ಬಗ್ಗೆ ಸ್ಪಷ್ಟನೆ ನೀಡಬೇಕು ಎಂದರು.: [672, 605, 822, 749]
issue-date: 12 ಏಪ್ರಿಲ್ 2025: [1140, 28, 1222, 42]
lead-col-4: ಪತ್ರಿಕಾಗೋಷ್ಠಿಯಲ್ಲಿ ನಿರ್ದೇಶಕ ನಮಿತಾ ಧನಂಜಯ ಸರ್ಜಿ, ಸರ್ಜಿ ಗ್ರೂಪ್‌ನ ರಿಜಿಸ್ಟ್ರಾರ್, ಸುರೇಶ್ ಸೇರಿದಂತೆ ಸಂಸ್ಥೆಯ ಪ್ರಮುಖರು ಉಪಸ್ಥಿತರಿದ್ದರು.: [642, 367, 812, 405]
section-title: ಪ್ರಾದೇಶಿಕ: [680, 12, 795, 56]
cultural-day-card: [360, 1848, 593, 1926]
yoga-col-3: ಸುದ್ದಿಗೋಷ್ಠಿಯಲ್ಲಿ ಅಧ್ಯಕ್ಷ ಎ.ಪ್ರ.ನಾರಾಯಣಪ್ಪ, ಮ.ಸ.ನಂಜುಂಡಸ್ವಾಮಿ, ರಮೇಶ್, ಕುಮಾರ್, ಶ್ರೀಪಾದ್ ಭಟ್, ಪ್ರವೀಣ್ ದೇವ್ ಹಾಜರಿದ್ದರು.: [484, 1009, 660, 1047]
pointing-hand-icon: [50, 528, 78, 556]
cultural-day-text: ಸಂಜೆ 5.00 ರಿಂದ 7.00 ಭಕ್ತಿ ಸಂಗೀತ, ರಾತ್ರಿ 7.00 ರಿಂದ ನೃತ್ಯ ವೈಭವ: [365, 1950, 566, 1960]
temple-subtitle: ಭ್ರಾಮರೀ ಅವತಾರಿಣಿಯಾದ ಶ್ರೀ ದುರ್ಗಾಪರಮೇಶ್ವರಿಗೆ: [750, 1442, 954, 1456]
schedule-date: 14.04.2025 ಸೋಮವಾರ: [362, 1652, 492, 1672]
